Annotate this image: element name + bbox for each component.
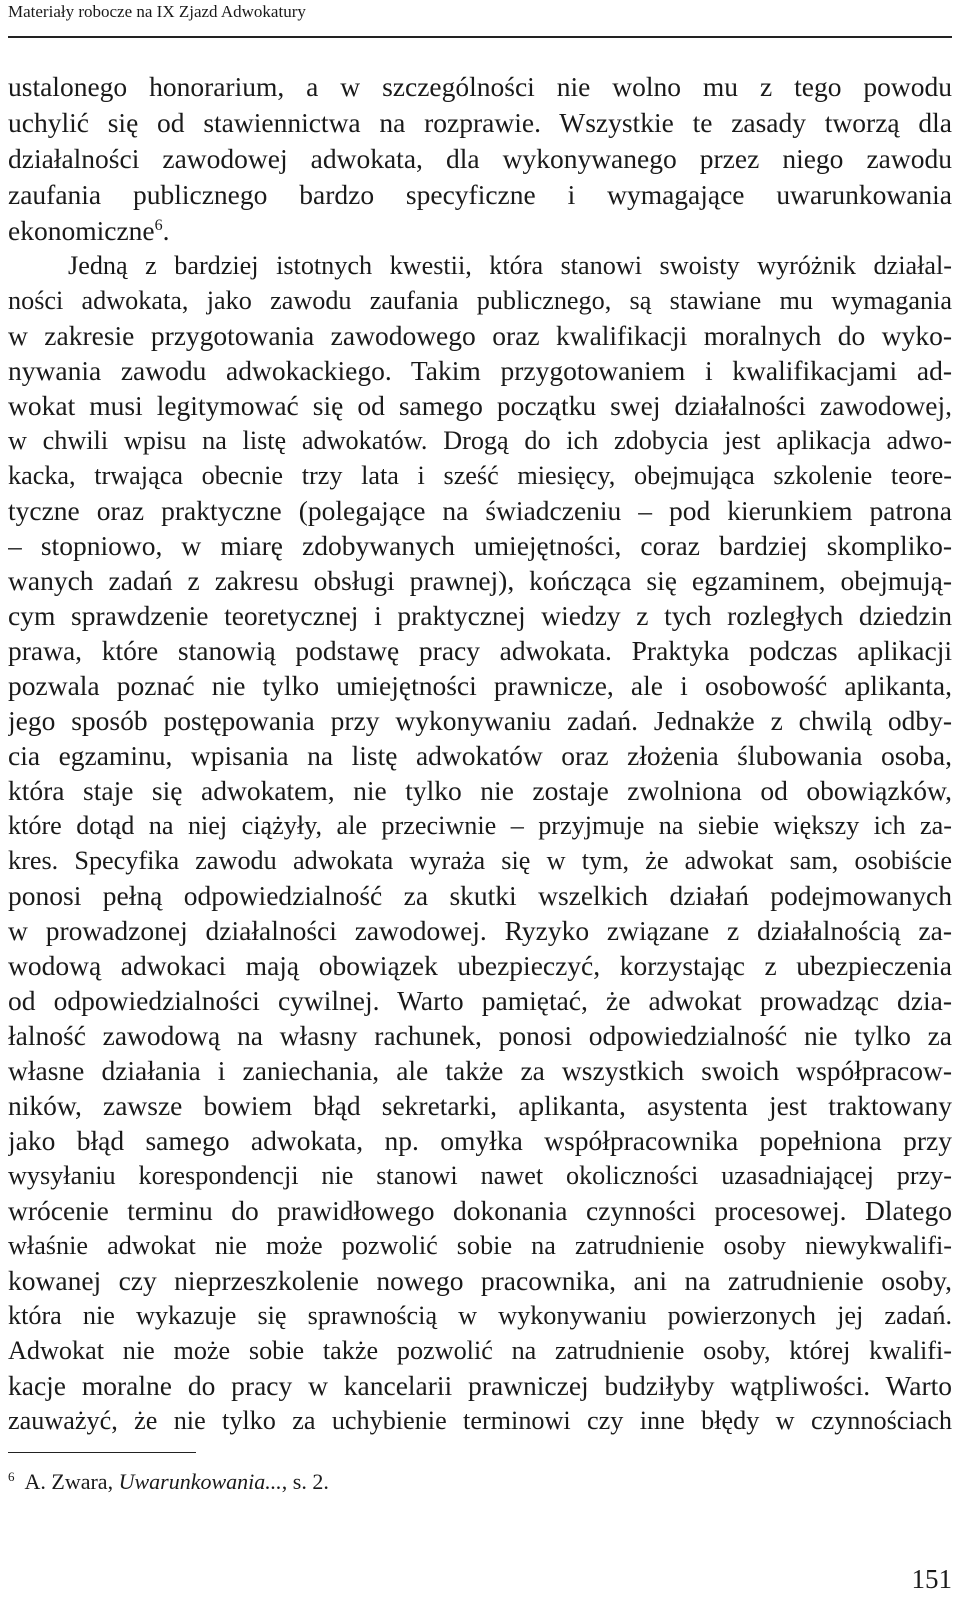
text-line: ników, zawsze bowiem błąd sekretarki, aplikanta, asystenta jest traktowany [8, 1090, 952, 1121]
text-line: cia egzaminu, wpisania na listę adwokatów oraz złożenia ślubowania osoba, [8, 740, 952, 771]
text-line: zauważyć, że nie tylko za uchybienie terminowi czy inne błędy w czynnościach [8, 1406, 952, 1435]
text-line: kacka, trwająca obecnie trzy lata i sześć miesięcy, obejmująca szkolenie teore- [8, 461, 952, 490]
text-line: ności adwokata, jako zawodu zaufania publicznego, są stawiane mu wymagania [8, 286, 952, 315]
text-line: w zakresie przygotowania zawodowego oraz kwalifikacji moralnych do wyko- [8, 320, 952, 351]
footnote [8, 1462, 329, 1497]
text-line: która staje się adwokatem, nie tylko nie zostaje zwolniona od obowiązków, [8, 775, 952, 806]
text-line: które dotąd na niej ciążyły, ale przeciwnie – przyjmuje na siebie większy ich za- [8, 811, 952, 840]
text-line: – stopniowo, w miarę zdobywanych umiejętności, coraz bardziej skompliko- [8, 530, 952, 561]
text-line: tyczne oraz praktyczne (polegające na świadczeniu – pod kierunkiem patrona [8, 495, 952, 526]
text-line: kacje moralne do pracy w kancelarii prawniczej budziłyby wątpliwości. Warto [8, 1370, 952, 1401]
footnote-reference: 6 [154, 217, 163, 234]
running-head: Materiały robocze na IX Zjazd Adwokatury [8, 2, 306, 21]
text-line: łalność zawodową na własny rachunek, ponosi odpowiedzialność nie tylko za [8, 1020, 952, 1051]
text-line: Jedną z bardziej istotnych kwestii, która stanowi swoisty wyróżnik działal- [68, 251, 952, 280]
text-line: jego sposób postępowania przy wykonywaniu zadań. Jednakże z chwilą odby- [8, 705, 952, 736]
page-number: 151 [911, 1564, 952, 1594]
footnote-number: 6 [8, 1469, 15, 1484]
text-line: która nie wykazuje się sprawnością w wykonywaniu powierzonych jej zadań. [8, 1301, 952, 1330]
text-line: własne działania i zaniechania, ale także za wszystkich swoich współpracow- [8, 1055, 952, 1086]
text-line: w prowadzonej działalności zawodowej. Ryzyko związane z działalnością za- [8, 915, 952, 946]
text-line: w chwili wpisu na listę adwokatów. Drogą do ich zdobycia jest aplikacja adwo- [8, 426, 952, 455]
text-line: prawa, które stanowią podstawę pracy adwokata. Praktyka podczas aplikacji [8, 635, 952, 666]
text-line: wodową adwokaci mają obowiązek ubezpieczyć, korzystając z ubezpieczenia [8, 950, 952, 981]
text-line: właśnie adwokat nie może pozwolić sobie na zatrudnienie osoby niewykwalifi- [8, 1231, 952, 1260]
text-line: zaufania publicznego bardzo specyficzne i wymagające uwarunkowania [8, 179, 952, 210]
text-line: od odpowiedzialności cywilnej. Warto pamiętać, że adwokat prowadząc dzia- [8, 985, 952, 1016]
header-rule [8, 36, 952, 38]
text-line: kres. Specyfika zawodu adwokata wyraża się w tym, że adwokat sam, osobiście [8, 846, 952, 875]
text-line: uchylić się od stawiennictwa na rozprawie. Wszystkie te zasady tworzą dla [8, 107, 952, 138]
text-line: ponosi pełną odpowiedzialność za skutki wszelkich działań podejmowanych [8, 880, 952, 911]
footnote-title: Uwarunkowania... [118, 1469, 282, 1494]
text-line: cym sprawdzenie teoretycznej i praktycznej wiedzy z tych rozległych dziedzin [8, 600, 952, 631]
text-line [8, 214, 952, 248]
text-line: ustalonego honorarium, a w szczególności nie wolno mu z tego powodu [8, 71, 952, 102]
text-line: działalności zawodowej adwokata, dla wykonywanego przez niego zawodu [8, 143, 952, 174]
text-line: wrócenie terminu do prawidłowego dokonania czynności procesowej. Dlatego [8, 1195, 952, 1226]
text-fragment: ekonomiczne [8, 215, 155, 246]
text-line: Adwokat nie może sobie także pozwolić na zatrudnienie osoby, której kwalifi- [8, 1336, 952, 1365]
text-line: wanych zadań z zakresu obsługi prawnej), kończąca się egzaminem, obejmują- [8, 565, 952, 596]
footnote-citation: , s. 2. [281, 1469, 329, 1494]
text-line: wysyłaniu korespondencji nie stanowi nawet okoliczności uzasadniającej przy- [8, 1161, 952, 1190]
text-line: jako błąd samego adwokata, np. omyłka współpracownika popełniona przy [8, 1125, 952, 1156]
text-line: nywania zawodu adwokackiego. Takim przygotowaniem i kwalifikacjami ad- [8, 355, 952, 386]
footnote-author: A. Zwara, [24, 1469, 114, 1494]
footnote-rule [8, 1452, 196, 1453]
text-line: kowanej czy nieprzeszkolenie nowego pracownika, ani na zatrudnienie osoby, [8, 1265, 952, 1296]
text-line: pozwala poznać nie tylko umiejętności prawnicze, ale i osobowość aplikanta, [8, 670, 952, 701]
text-line: wokat musi legitymować się od samego początku swej działalności zawodowej, [8, 390, 952, 421]
text-fragment: . [162, 215, 170, 246]
